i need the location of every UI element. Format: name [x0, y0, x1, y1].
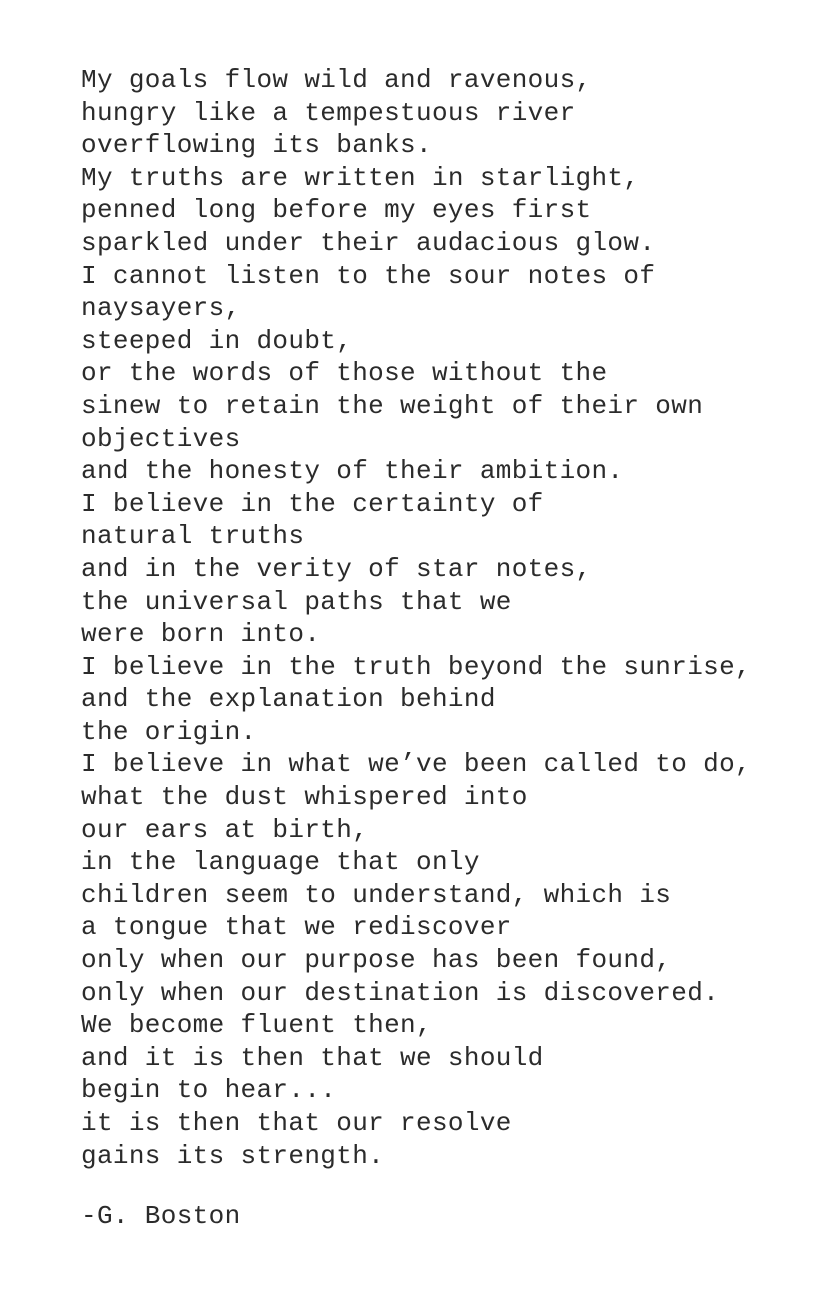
poem-line: only when our destination is discovered. — [81, 977, 720, 1008]
poem-line: were born into. — [81, 619, 321, 650]
poem-line: a tongue that we rediscover — [81, 912, 512, 943]
poem-line: natural truths — [81, 521, 305, 552]
poem-line: children seem to understand, which is — [81, 879, 672, 910]
poem-line: I cannot listen to the sour notes of — [81, 260, 656, 291]
poem-line: or the words of those without the — [81, 358, 608, 389]
poem-line: begin to hear... — [81, 1075, 337, 1106]
poem-line: the origin. — [81, 716, 257, 747]
poem-body — [81, 64, 751, 1172]
poem-line: naysayers, — [81, 293, 241, 324]
poem-line: and in the verity of star notes, — [81, 553, 592, 584]
poem-line: in the language that only — [81, 847, 480, 878]
poem-line: I believe in what we’ve been called to do, — [81, 749, 752, 780]
poem-line: gains its strength. — [81, 1140, 385, 1171]
author-signature: -G. Boston — [81, 1201, 241, 1231]
poem-line: steeped in doubt, — [81, 325, 353, 356]
poem-line: sinew to retain the weight of their own — [81, 390, 704, 421]
poem-line: We become fluent then, — [81, 1010, 432, 1041]
poem-line: hungry like a tempestuous river — [81, 97, 576, 128]
poem-line: our ears at birth, — [81, 814, 369, 845]
poem-line: My truths are written in starlight, — [81, 162, 640, 193]
poem-line: I believe in the truth beyond the sunrise, — [81, 651, 752, 682]
poem-line: sparkled under their audacious glow. — [81, 227, 656, 258]
poem-line: objectives — [81, 423, 241, 454]
poem-line: the universal paths that we — [81, 586, 512, 617]
poem-line: penned long before my eyes first — [81, 195, 592, 226]
poem-line: and the explanation behind — [81, 684, 496, 715]
poem-line: what the dust whispered into — [81, 782, 528, 813]
poem-line: only when our purpose has been found, — [81, 945, 672, 976]
poem-line: overflowing its banks. — [81, 130, 432, 161]
poem-line: and the honesty of their ambition. — [81, 456, 624, 487]
poem-line: My goals flow wild and ravenous, — [81, 65, 592, 95]
poem-line: I believe in the certainty of — [81, 488, 544, 519]
poem-line: and it is then that we should — [81, 1042, 544, 1073]
poem-line: it is then that our resolve — [81, 1108, 512, 1138]
